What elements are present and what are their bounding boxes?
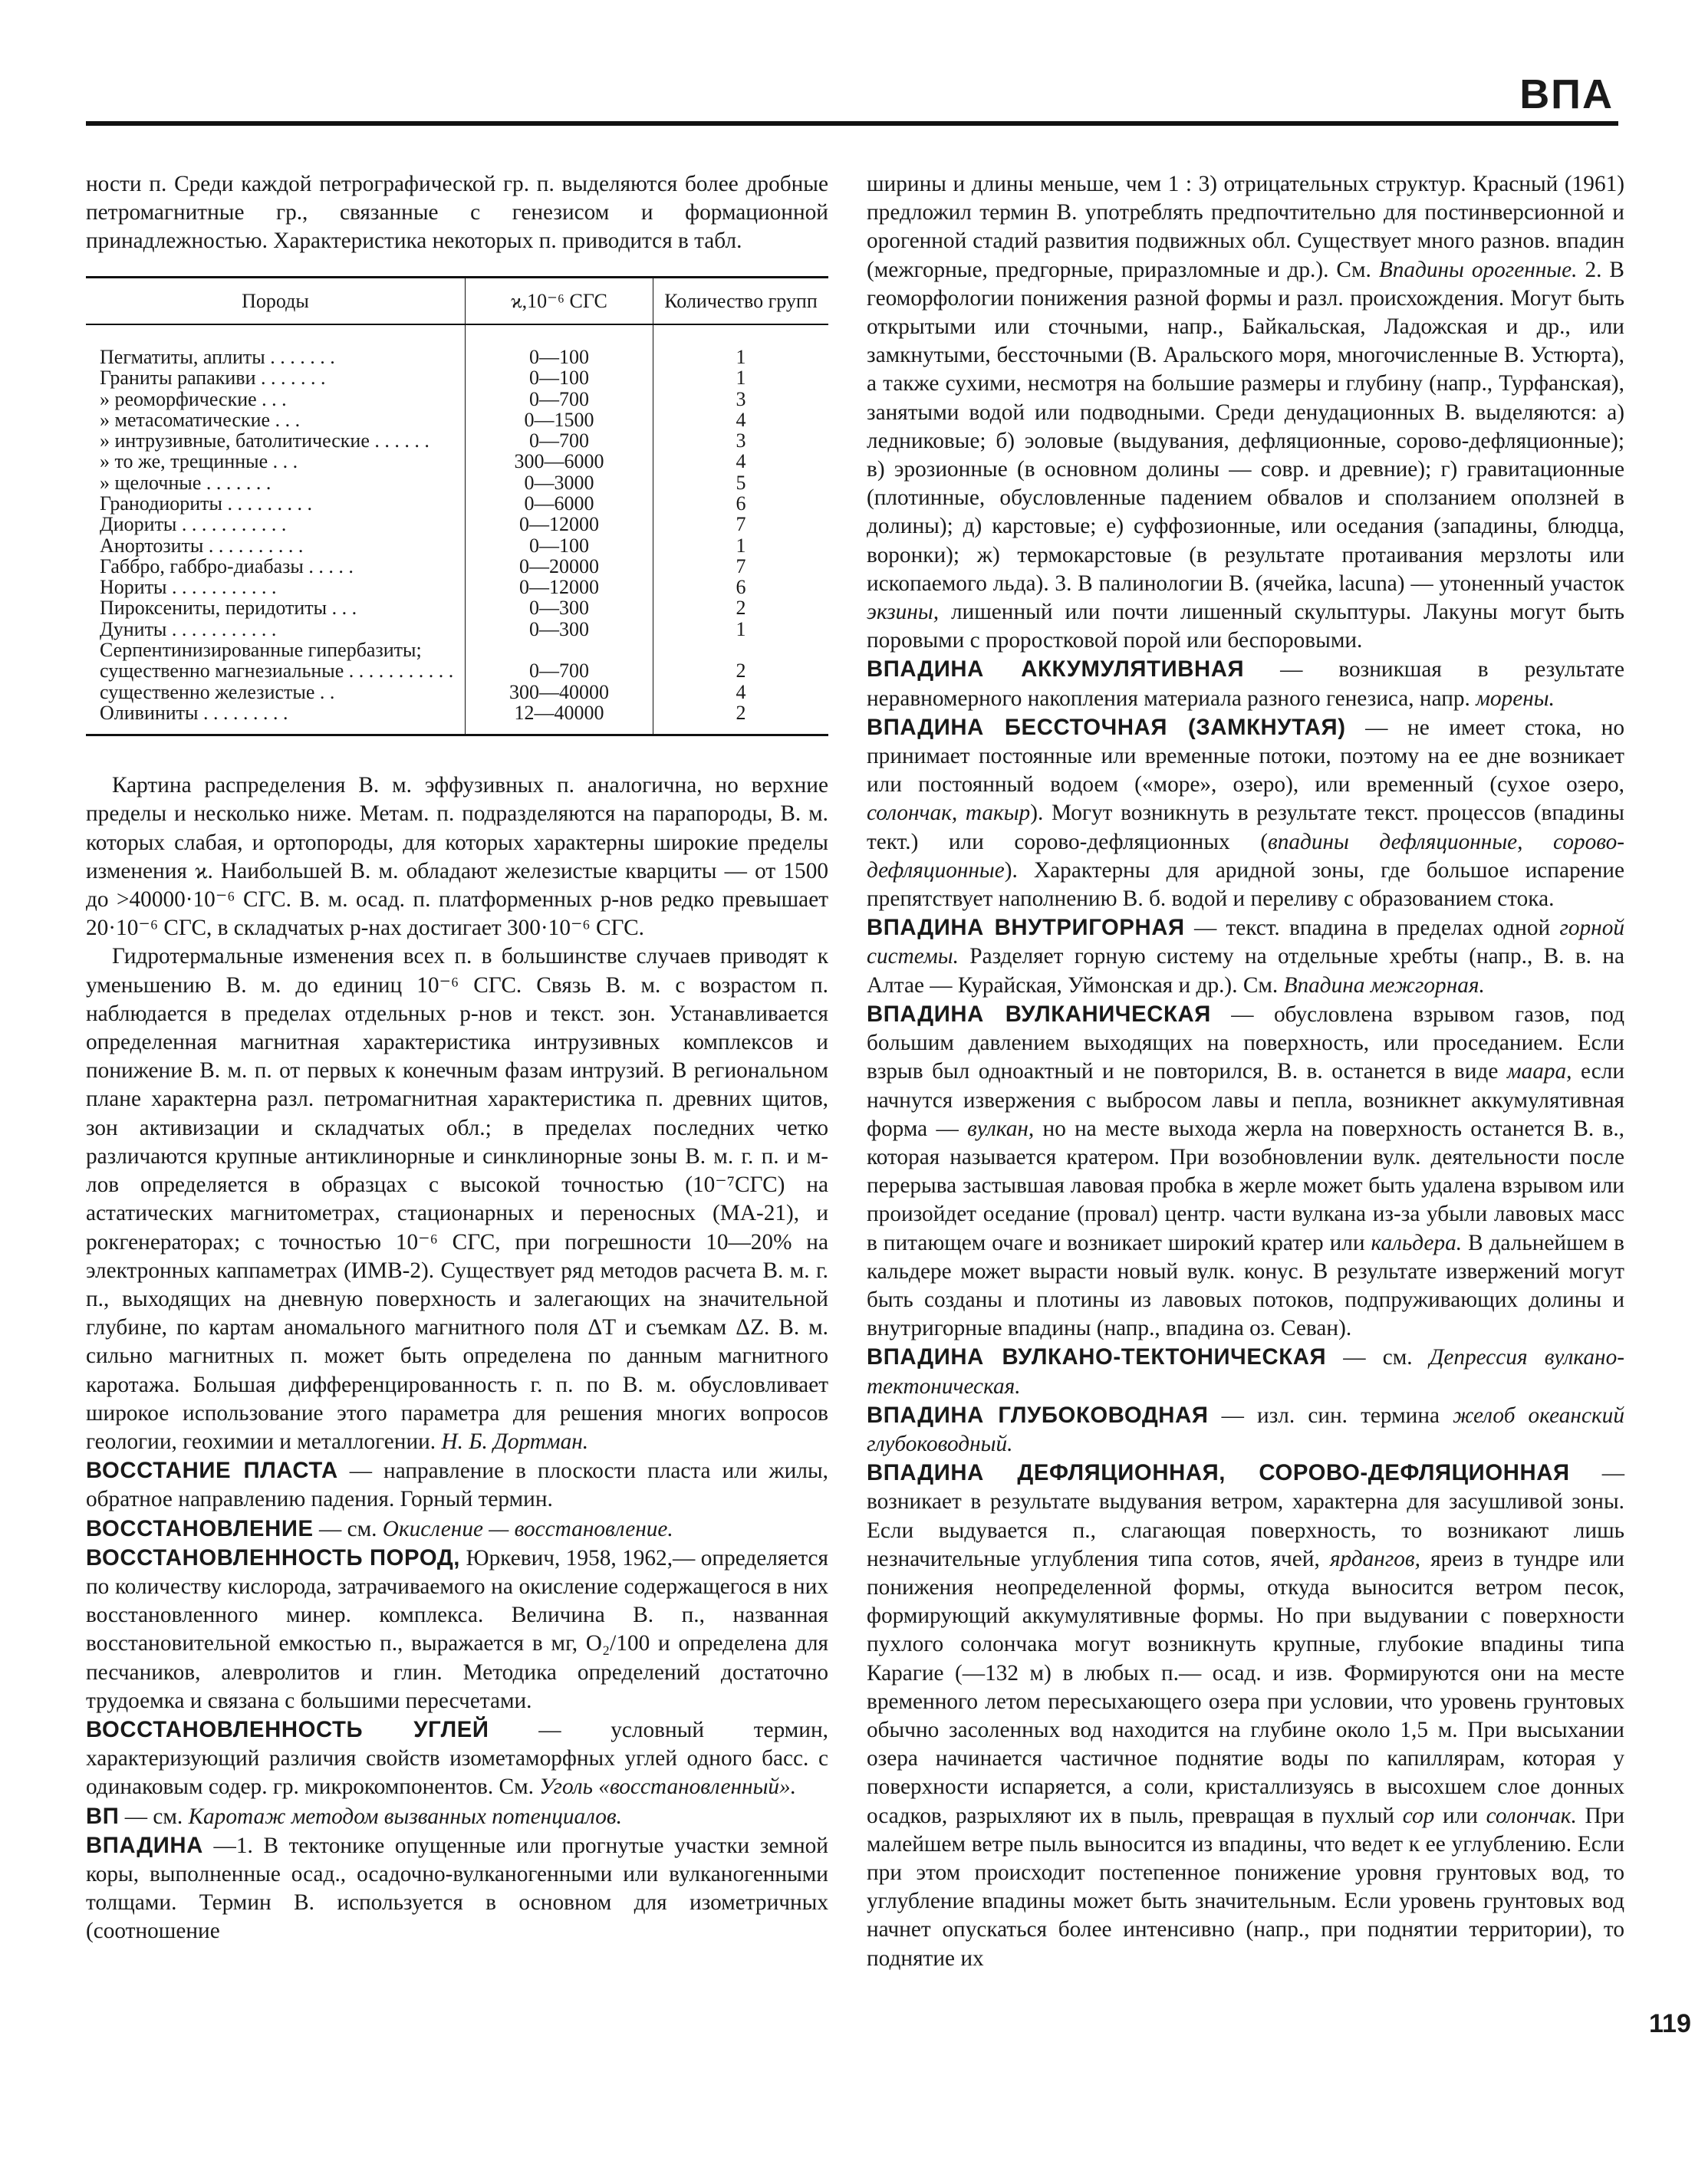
- entry-text: но на месте выхода жерла на поверхность останется В. в., которая называется кратером. При возобновлении вулк. деятельности после перерыва застывшая лавовая пробка в жерле может быть удалена взрывом или произойдет оседание (провал) центр. части вулкана из-за убыли лавовых масс в питающем очаге и возникает широкий кратер или: [867, 1116, 1625, 1255]
- entry-text: Разделяет горную систему на отдельные хребты (напр., В. в. на Алтае — Курайская, Уймонская и др.). См.: [867, 944, 1624, 998]
- rock-cell: » щелочные . . . . . . .: [86, 472, 466, 493]
- cross-reference: горной системы.: [867, 916, 1624, 969]
- entry-text: — см.: [119, 1804, 189, 1829]
- rock-cell: Пегматиты, аплиты . . . . . . .: [86, 324, 466, 367]
- entry-vpadina-continued: [867, 170, 1624, 655]
- headword: ВПАДИНА: [86, 1832, 203, 1858]
- entry-text: 2. В геоморфологии понижения разной формы и разл. происхождения. Могут быть открытыми или сточными, напр., Байкальская, Ладожская и др., или замкнутыми, бессточными (В. Аральского моря, многочисленные В. Устюрта), а также сухими, несмотря на большие размеры и глубину (напр., Турфанская), занятыми водой или подводными. Среди денудационных В. выделяются: а) ледниковые; б) эоловые (выдувания, дефляционные, сорово-дефляционные); в) эрозионные (в основном долины — совр. и древние); г) гравитационные (плотинные, обусловленные падением обвалов и сползанием оползней в долины); д) карстовые; е) суффозионные, или оседания (западины, блюдца, воронки); ж) термокарстовые (в результате протаивания мерзлоты или ископаемого льда). 3. В палинологии В. (ячейка, lacuna) — утоненный участок: [867, 257, 1624, 596]
- kappa-cell: [466, 640, 653, 660]
- kappa-cell: 0—700: [466, 660, 653, 681]
- table-row: [86, 493, 828, 514]
- entry-text: яреиз в тундре или понижения неопределенной формы, откуда выносится ветром песок, формирующий аккумулятивные формы. Но при выдувании с поверхности пухлого солончака могут возникнуть крупные, глубокие впадины типа Карагие (—132 м) в любых п.— осад. и изв. Формируются они на месте временного летом пересыхающего озера при условии, что уровень грунтовых обычно засоленных вод находится на глубине около 1,5 м. При высыхании озера начинается частичное поднятие воды по капиллярам, которая у поверхности испаряется, а соли, кристаллизуясь в высохшем слое донных осадков, разрыхляют их в пыль, превращая в пухлый: [867, 1546, 1624, 1828]
- kappa-cell: 0—700: [466, 430, 653, 451]
- entry-text: — возникает в результате выдувания ветром, характерна для засушливой зоны. Если выдувается п., слагающая поверхность, то возникают лишь незначительные углубления типа сотов, ячей,: [867, 1461, 1625, 1571]
- col-kappa-header: ϰ,10⁻⁶ СГС: [466, 277, 653, 324]
- rock-cell: » то же, трещинные . . .: [86, 451, 466, 472]
- headword: ВПАДИНА БЕССТОЧНАЯ (ЗАМКНУТАЯ): [867, 714, 1346, 740]
- table-row: [86, 472, 828, 493]
- kappa-cell: 0—12000: [466, 577, 653, 597]
- groups-cell: 2: [736, 659, 746, 682]
- entry-text: ). Могут возникнуть в результате текст. процессов (впадины тект.) или сорово-дефляционных (: [867, 801, 1624, 854]
- cross-reference: впадины дефляционные, сорово-дефляционные: [867, 829, 1624, 883]
- headword: ВОССТАНОВЛЕНИЕ: [86, 1515, 314, 1541]
- entry-vpadina-vulkano-tektonicheskaya: [867, 1343, 1624, 1400]
- cross-reference: Впадина межгорная.: [1283, 972, 1485, 998]
- headword: ВПАДИНА ВУЛКАНИЧЕСКАЯ: [867, 1001, 1211, 1027]
- entry-text: При малейшем ветре пыль выносится из впадины, что ведет к ее углублению. Если при этом происходит постепенное понижение уровня грунтовых вод, то углубление впадины может быть значительным. Если уровень грунтовых вод начнет опускаться более интенсивно (напр., при поднятии территории), то поднятие их: [867, 1803, 1624, 1971]
- kappa-cell: 0—100: [466, 367, 653, 388]
- groups-cell: 6: [736, 576, 746, 599]
- entry-text: В дальнейшем в кальдере может вырасти новый вулк. конус. В результате извержений могут быть созданы и плотины из лавовых потоков, подпруживающих долины и внутригорные впадины (напр., впадина оз. Севан).: [867, 1230, 1624, 1341]
- entry-vpadina-akkumulyativnaya: [867, 655, 1624, 712]
- headword: ВП: [86, 1803, 120, 1829]
- cross-reference: кальдера.: [1371, 1230, 1463, 1255]
- table-row: [86, 410, 828, 430]
- header-rule: [86, 121, 1618, 126]
- headword: ВПАДИНА ВНУТРИГОРНАЯ: [867, 915, 1185, 941]
- groups-cell: 1: [736, 345, 746, 368]
- table-row: [86, 597, 828, 618]
- rock-cell: » метасоматические . . .: [86, 410, 466, 430]
- entry-text: — возникшая в результате неравномерного накопления материала разного генезиса, напр.: [867, 657, 1624, 711]
- groups-cell: 4: [736, 408, 746, 431]
- entry-vpadina-vulkanicheskaya: [867, 1000, 1624, 1343]
- rock-cell: существенно магнезиальные . . . . . . . . . . .: [86, 660, 466, 681]
- entry-text: ). Характерны для аридной зоны, где большое испарение препятствует наполнению В. б. водой и переливу с образованием стока.: [867, 857, 1624, 912]
- entry-vp: [86, 1802, 828, 1831]
- groups-cell: 2: [736, 597, 746, 620]
- headword: ВПАДИНА ГЛУБОКОВОДНАЯ: [867, 1402, 1209, 1428]
- groups-cell: 5: [736, 471, 746, 494]
- entry-text: — см.: [1326, 1345, 1430, 1370]
- rock-cell: » интрузивные, батолитические . . . . . .: [86, 430, 466, 451]
- table-row: [86, 535, 828, 556]
- page-number: 119: [1649, 2009, 1691, 2038]
- cross-reference: Каротаж методом вызванных потенциалов.: [188, 1804, 622, 1829]
- rock-cell: существенно железистые . .: [86, 682, 466, 702]
- table-row: [86, 389, 828, 410]
- table-row: [86, 702, 828, 735]
- cross-reference: сор: [1402, 1803, 1435, 1828]
- kappa-cell: 0—3000: [466, 472, 653, 493]
- rock-cell: Серпентинизированные гипербазиты;: [86, 640, 466, 660]
- cross-reference: морены.: [1476, 686, 1555, 711]
- rocks-table: [86, 276, 828, 737]
- table-row: [86, 682, 828, 702]
- groups-cell: 7: [736, 554, 746, 577]
- entry-vpadina-vnutrigornaya: [867, 913, 1624, 1000]
- running-head: ВПА: [1519, 71, 1614, 117]
- headword: ВПАДИНА ДЕФЛЯЦИОННАЯ, СОРОВО-ДЕФЛЯЦИОННАЯ: [867, 1460, 1570, 1486]
- headword: ВОССТАНОВЛЕННОСТЬ ПОРОД,: [86, 1544, 461, 1571]
- table-row: [86, 640, 828, 660]
- author-signature: Н. Б. Дортман.: [441, 1429, 589, 1454]
- cross-reference: Впадины орогенные.: [1378, 257, 1578, 282]
- paragraph-effusive: Картина распределения В. м. эффузивных п. аналогична, но верхние пределы и несколько ниже. Метам. п. подразделяются на парапороды, В. м. которых слабая, и ортопороды, для которых характерны широкие пределы изменения ϰ. Наибольшей В. м. обладают железистые кварциты — от 1500 до >40000·10⁻⁶ СГС. В. м. осад. п. платформенных р-нов редко превышает 20·10⁻⁶ СГС, в складчатых р-нах достигает 300·10⁻⁶ СГС.: [86, 773, 828, 941]
- groups-cell: 4: [736, 450, 746, 473]
- headword: ВОССТАНОВЛЕННОСТЬ УГЛЕЙ: [86, 1716, 489, 1742]
- kappa-cell: 0—20000: [466, 556, 653, 577]
- groups-cell: 3: [736, 387, 746, 410]
- table-row: [86, 324, 828, 367]
- kappa-cell: 0—300: [466, 619, 653, 640]
- entry-vosstanie-plasta: [86, 1456, 828, 1514]
- table-row: [86, 577, 828, 597]
- table-row: [86, 514, 828, 534]
- cross-reference: Окисление — восстановление.: [382, 1516, 673, 1541]
- headword: ВПАДИНА АККУМУЛЯТИВНАЯ: [867, 656, 1245, 682]
- entry-text: лишенный или почти лишенный скульптуры. Лакуны могут быть поровыми с проростковой порой или беспоровыми.: [867, 600, 1624, 653]
- groups-cell: 6: [736, 492, 746, 515]
- entry-text: — изл. син. термина: [1208, 1403, 1453, 1428]
- kappa-cell: 0—700: [466, 389, 653, 410]
- entry-text: —1. В тектонике опущенные или прогнутые участки земной коры, выполненные осад., осадочно-вулканогенными или вулканогенными толщами. Термин В. используется в основном для изометричных (соотношение: [86, 1833, 828, 1944]
- entry-vpadina-deflyatsionnaya: [867, 1459, 1624, 1973]
- entry-text: Юркевич, 1958, 1962,— определяется по количеству кислорода, затрачиваемого на окисление содержащегося в них восстановленного минер. комплекса. Величина В. п., названная восстановительной емкостью п., выражается в мг, O₂/100 и определена для песчаников, алевролитов и глин. Методика определений достаточно трудоемка и связана с большими пересчетами.: [86, 1545, 828, 1713]
- kappa-cell: 0—1500: [466, 410, 653, 430]
- left-column: [86, 170, 828, 1946]
- entry-text: ширины и длины меньше, чем 1 : 3) отрицательных структур. Красный (1961) предложил термин В. употреблять предпочтительно для постинверсионной и орогенной стадий развития подвижных обл. Существует много разнов. впадин (межгорные, предгорные, приразломные и др.). См.: [867, 172, 1624, 282]
- rock-cell: Пироксениты, перидотиты . . .: [86, 597, 466, 618]
- rock-cell: Нориты . . . . . . . . . . .: [86, 577, 466, 597]
- kappa-cell: 12—40000: [466, 702, 653, 735]
- paragraph-hydrothermal-text: Гидротермальные изменения всех п. в большинстве случаев приводят к уменьшению В. м. до единиц 10⁻⁶ СГС. Связь В. м. с возрастом п. наблюдается в пределах отдельных р-нов и текст. зон. Устанавливается определенная магнитная характеристика интрузивных комплексов и понижение В. м. п. от первых к конечным фазам интрузий. В региональном плане характерна разл. петромагнитная характеристика п. древних щитов, зон активизации и складчатых обл.; в пределах последних четко различаются крупные антиклинорные и синклинорные зоны В. м. г. п. и м-лов определяется в образцах с высокой точностью (10⁻⁷СГС) на астатических магнитометрах, стационарных и переносных (МА-21), и рокгенераторах; с точностью 10⁻⁶ СГС, при погрешности 10—20% на электронных каппаметрах (ИМВ-2). Существует ряд методов расчета В. м. г. п., выходящих на дневную поверхность и залегающих на значительной глубине, по картам аномального магнитного поля ΔT и съемкам ΔZ. В. м. сильно магнитных п. может быть определена по данным магнитного каротажа. Большая дифференцированность г. п. по В. м. обусловливает широкое использование этого параметра для решения многих вопросов геологии, геохимии и металлогении.: [86, 944, 828, 1454]
- kappa-cell: 0—100: [466, 535, 653, 556]
- cross-reference: вулкан,: [967, 1116, 1035, 1141]
- table-row: [86, 619, 828, 640]
- cross-reference: солончак, такыр: [867, 801, 1031, 826]
- kappa-cell: 0—6000: [466, 493, 653, 514]
- table-body: [86, 324, 828, 735]
- entry-vosstanovlennost-ugley: [86, 1715, 828, 1802]
- groups-cell: 3: [736, 429, 746, 452]
- page-header: [86, 71, 1618, 126]
- entry-text: — см.: [313, 1516, 383, 1541]
- entry-text: — текст. впадина в пределах одной: [1184, 916, 1560, 941]
- right-column: [867, 170, 1624, 1973]
- headword: ВОССТАНИЕ ПЛАСТА: [86, 1458, 338, 1484]
- headword: ВПАДИНА ВУЛКАНО-ТЕКТОНИЧЕСКАЯ: [867, 1344, 1327, 1370]
- table-row: [86, 660, 828, 681]
- cross-reference: ярдангов,: [1329, 1546, 1420, 1571]
- entry-text: или: [1434, 1803, 1486, 1828]
- intro-paragraph: ности п. Среди каждой петрографической гр. п. выделяются более дробные петромагнитные гр., связанные с генезисом и формационной принадлежностью. Характеристика некоторых п. приводится в табл.: [86, 172, 828, 254]
- groups-cell: 1: [736, 617, 746, 640]
- cross-reference: желоб океанский глубоководный.: [867, 1403, 1624, 1456]
- table-row: [86, 430, 828, 451]
- groups-cell: 4: [736, 680, 746, 703]
- rock-cell: Габбро, габбро-диабазы . . . . .: [86, 556, 466, 577]
- groups-cell: 2: [736, 701, 746, 724]
- rock-cell: Граниты рапакиви . . . . . . .: [86, 367, 466, 388]
- rock-cell: Дуниты . . . . . . . . . . .: [86, 619, 466, 640]
- entry-vpadina-besstochnaya: [867, 713, 1624, 913]
- groups-cell: [653, 640, 829, 660]
- cross-reference: солончак.: [1486, 1803, 1577, 1828]
- entry-text: — направление в плоскости пласта или жилы, обратное направлению падения. Горный термин.: [86, 1459, 828, 1512]
- groups-cell: 1: [736, 367, 746, 390]
- kappa-cell: 300—40000: [466, 682, 653, 702]
- table-row: [86, 451, 828, 472]
- entry-vpadina: [86, 1831, 828, 1946]
- paragraph-hydrothermal: [86, 942, 828, 1456]
- rock-cell: Диориты . . . . . . . . . . .: [86, 514, 466, 534]
- entry-vpadina-glubokovodnaya: [867, 1401, 1624, 1459]
- entry-text: — не имеет стока, но принимает постоянные или временные потоки, поэтому на ее дне возникает или постоянный водоем («море», озеро), или временный (сухое озеро,: [867, 715, 1625, 798]
- kappa-cell: 0—300: [466, 597, 653, 618]
- groups-cell: 1: [736, 534, 746, 557]
- rock-cell: Анортозиты . . . . . . . . . .: [86, 535, 466, 556]
- cross-reference: Уголь «восстановленный».: [539, 1774, 797, 1800]
- kappa-cell: 300—6000: [466, 451, 653, 472]
- rock-cell: » реоморфические . . .: [86, 389, 466, 410]
- cross-reference: Депрессия вулкано-тектоническая.: [867, 1345, 1624, 1399]
- rock-cell: Гранодиориты . . . . . . . . .: [86, 493, 466, 514]
- rock-cell: Оливиниты . . . . . . . . .: [86, 702, 466, 735]
- entry-text: — обусловлена взрывом газов, под большим давлением выходящих на поверхность, или проседанием. Если взрыв был одноактный и не повторился, В. в. останется в виде: [867, 1002, 1624, 1084]
- entry-vosstanovlennost-porod: [86, 1544, 828, 1715]
- col-groups-header: Количество групп: [653, 277, 829, 324]
- table-row: [86, 367, 828, 388]
- kappa-cell: 0—100: [466, 324, 653, 367]
- cross-reference: экзины,: [867, 600, 940, 625]
- kappa-cell: 0—12000: [466, 514, 653, 534]
- table-header-row: [86, 277, 828, 324]
- col-rock-header: Породы: [86, 277, 466, 324]
- groups-cell: 7: [736, 513, 746, 536]
- table-row: [86, 556, 828, 577]
- cross-reference: маара,: [1506, 1059, 1572, 1084]
- entry-text: — условный термин, характеризующий различия свойств изометаморфных углей одного басс. с одинаковым содер. гр. микрокомпонентов. См.: [86, 1717, 828, 1800]
- entry-text: если начнутся извержения с выбросом лавы и пепла, возникнет аккумулятивная форма —: [867, 1059, 1625, 1141]
- entry-vosstanovlenie: [86, 1515, 828, 1544]
